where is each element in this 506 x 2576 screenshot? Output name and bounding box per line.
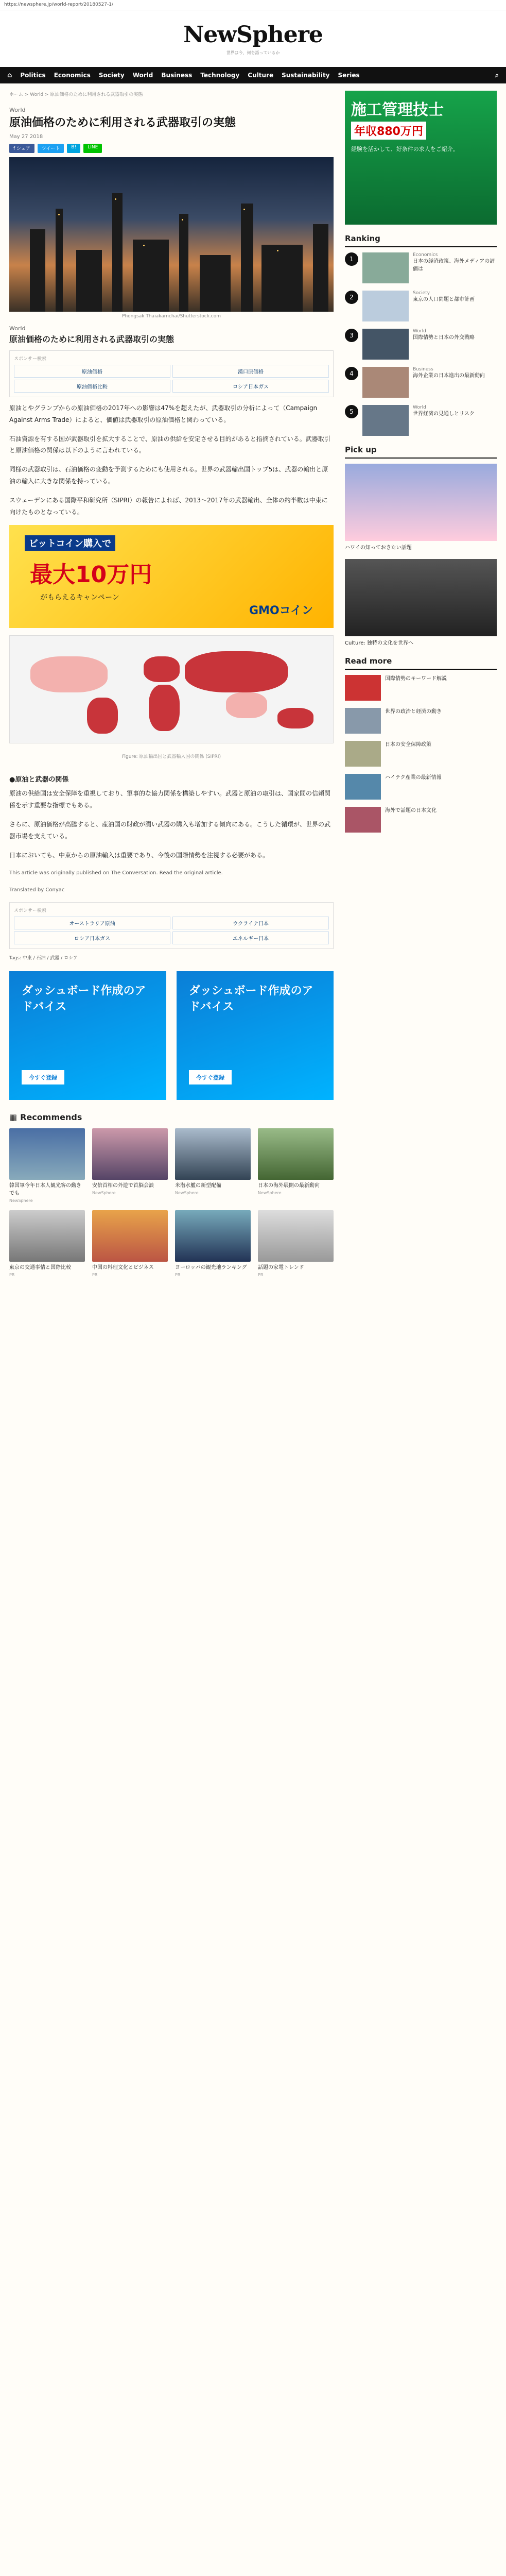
nav-politics[interactable]: Politics bbox=[20, 72, 46, 79]
ad-title: ダッシュボード作成のアドバイス bbox=[22, 985, 146, 1014]
rank-number: 3 bbox=[345, 329, 358, 342]
rec-item[interactable]: 日本の海外展開の最新動向 NewSphere bbox=[258, 1128, 334, 1203]
article-credit[interactable]: This article was originally published on The Conversation. Read the original article. bbox=[9, 870, 223, 876]
article-paragraph: さらに、原油価格が高騰すると、産油国の財政が潤い武器の購入も増加する傾向にある。こうした循環が、世界の武器市場を支えている。 bbox=[9, 821, 331, 840]
nav-economics[interactable]: Economics bbox=[54, 72, 91, 79]
nav-society[interactable]: Society bbox=[98, 72, 125, 79]
recommends-grid bbox=[9, 1128, 334, 1277]
breadcrumb[interactable]: ホーム > World > 原油価格のために利用される武器取引の実態 bbox=[9, 92, 143, 97]
section-heading: ●原油と武器の関係 bbox=[9, 776, 69, 784]
read-item[interactable]: 日本の安全保障政策 bbox=[345, 741, 497, 767]
ranking-item[interactable]: 1 Economics 日本の経済政策、海外メディアの評価は bbox=[345, 252, 497, 283]
rank-number: 4 bbox=[345, 367, 358, 380]
rank-number: 2 bbox=[345, 291, 358, 304]
nav-culture[interactable]: Culture bbox=[248, 72, 274, 79]
rec-item[interactable]: ヨーロッパの観光地ランキング PR bbox=[175, 1210, 251, 1277]
article-paragraph: 原油とやグランプからの原油価格の2017年への影響は47%を超えたが、武器取引の分析によって（Campaign Against Arms Trade）によると、価値は武器取引の原油価格と関わっている。 bbox=[9, 404, 318, 423]
rank-number: 1 bbox=[345, 252, 358, 266]
pickup-text[interactable]: ハワイの知っておきたい話題 bbox=[345, 545, 412, 551]
hatena-share-button[interactable]: B! bbox=[67, 144, 80, 153]
sponsor2-title: スポンサー検索 bbox=[14, 908, 47, 914]
sponsor-link[interactable]: ロシア日本ガス bbox=[172, 380, 329, 393]
sidebar bbox=[345, 83, 497, 1277]
side-ad-title: 施工管理技士 bbox=[351, 101, 444, 119]
ad-brand: GMOコイン bbox=[249, 604, 313, 618]
hero-caption: Phongsak Thaiakarnchai/Shutterstock.com bbox=[122, 313, 221, 319]
sponsor-title: スポンサー検索 bbox=[14, 357, 47, 362]
main-nav bbox=[0, 67, 506, 83]
article-paragraph: 日本においても、中東からの原油輸入は重要であり、今後の国際情勢を注視する必要がある。 bbox=[9, 851, 269, 859]
tag-list[interactable]: Tags: 中東 / 石油 / 武器 / ロシア bbox=[9, 956, 78, 961]
ranking-item[interactable]: 2 Society 東京の人口問題と都市計画 bbox=[345, 291, 497, 321]
recommends-heading bbox=[9, 1112, 334, 1122]
sponsor-search-2 bbox=[9, 902, 334, 949]
ad-head: ビットコイン購入で bbox=[25, 535, 115, 551]
site-logo[interactable]: NewSphere bbox=[183, 22, 323, 48]
rec-item[interactable]: 中国の料理文化とビジネス PR bbox=[92, 1210, 168, 1277]
side-ad-text: 経験を活かして、好条件の求人をご紹介。 bbox=[351, 146, 459, 152]
masthead bbox=[0, 10, 506, 67]
ad-dashboard[interactable] bbox=[9, 971, 166, 1100]
section-label: World bbox=[9, 325, 26, 332]
url-bar[interactable]: https://newsphere.jp/world-report/20180527-1/ bbox=[0, 0, 506, 10]
ranking-item[interactable]: 4 Business 海外企業の日本進出の最新動向 bbox=[345, 367, 497, 398]
sponsor-link[interactable]: ウクライナ日本 bbox=[172, 917, 329, 929]
pickup-image[interactable] bbox=[345, 464, 497, 541]
rec-item[interactable]: 安倍首相の外遊で首脳会談 NewSphere bbox=[92, 1128, 168, 1203]
ad-dashboard[interactable] bbox=[177, 971, 334, 1100]
article-body bbox=[9, 402, 334, 518]
read-item[interactable]: ハイテク産業の最新情報 bbox=[345, 774, 497, 800]
side-ad-salary: 年収880万円 bbox=[351, 122, 426, 140]
twitter-share-button[interactable]: ツイート bbox=[38, 144, 64, 153]
search-icon[interactable]: ⌕ bbox=[495, 71, 499, 79]
site-tagline: 世界は今、何を語っているか bbox=[226, 50, 280, 55]
sponsor-link[interactable]: 原油価格 bbox=[14, 365, 170, 378]
line-share-button[interactable]: LINE bbox=[83, 144, 102, 153]
pickup-heading: Pick up bbox=[345, 445, 497, 459]
ad-title: ダッシュボード作成のアドバイス bbox=[189, 985, 313, 1014]
read-item[interactable]: 国際情勢のキーワード解説 bbox=[345, 675, 497, 701]
sidebar-ad[interactable] bbox=[345, 91, 497, 225]
ad-button[interactable]: 今すぐ登録 bbox=[189, 1070, 232, 1084]
sponsor-link[interactable]: 漢口原価格 bbox=[172, 365, 329, 378]
article-translated: Translated by Conyac bbox=[9, 887, 65, 893]
ranking-item[interactable]: 3 World 国際情勢と日本の外交戦略 bbox=[345, 329, 497, 360]
ad-sub: がもらえるキャンペーン bbox=[40, 594, 119, 602]
article-title: 原油価格のために利用される武器取引の実態 bbox=[9, 116, 236, 129]
facebook-share-button[interactable]: f シェア bbox=[9, 144, 34, 153]
recommends-title: Recommends bbox=[20, 1112, 82, 1123]
sponsor-search bbox=[9, 350, 334, 397]
article-paragraph: 同様の武器取引は、石油価格の変動を予測するためにも使用される。世界の武器輸出国トップ5は、武器の輸出と原油の輸入に大きな関係を持っている。 bbox=[9, 466, 328, 485]
sponsor-link[interactable]: オーストラリア原油 bbox=[14, 917, 170, 929]
rank-number: 5 bbox=[345, 405, 358, 418]
rec-item[interactable]: 韓国軍今年日本人観光客の動きでも NewSphere bbox=[9, 1128, 85, 1203]
pickup-image[interactable] bbox=[345, 559, 497, 636]
sponsor-link[interactable]: ロシア日本ガス bbox=[14, 931, 170, 944]
article-paragraph: 原油の供給国は安全保障を重視しており、軍事的な協力関係を構築しやすい。武器と原油の取引は、国家間の信頼関係を示す重要な指標でもある。 bbox=[9, 790, 331, 809]
read-item[interactable]: 世界の政治と経済の動き bbox=[345, 708, 497, 734]
map-caption: Figure: 原油輸出国と武器輸入国の関係 (SIPRI) bbox=[122, 754, 221, 760]
home-icon[interactable]: ⌂ bbox=[7, 71, 12, 79]
recommends-icon: ▦ bbox=[9, 1112, 18, 1123]
ad-pair bbox=[9, 971, 334, 1100]
ranking-item[interactable]: 5 World 世界経済の見通しとリスク bbox=[345, 405, 497, 436]
article-date: May 27 2018 bbox=[9, 133, 43, 140]
nav-sustainability[interactable]: Sustainability bbox=[282, 72, 330, 79]
article-paragraph: スウェーデンにある国際平和研究所（SIPRI）の報告によれば、2013〜2017年の武器輸出、全体の約半数は中東に向けたものとなっている。 bbox=[9, 496, 328, 516]
article-paragraph: 石油資源を有する国が武器取引を拡大することで、原油の供給を安定させる目的があると指摘されている。武器取引と原油価格の関係は以下のように言われている。 bbox=[9, 435, 330, 454]
sponsor-link[interactable]: 原油価格比較 bbox=[14, 380, 170, 393]
hero-image bbox=[9, 157, 334, 312]
read-item[interactable]: 海外で話題の日本文化 bbox=[345, 807, 497, 833]
main-column bbox=[9, 83, 334, 1277]
article-subtitle: 原油価格のために利用される武器取引の実態 bbox=[9, 334, 175, 344]
ranking-heading: Ranking bbox=[345, 234, 497, 247]
nav-business[interactable]: Business bbox=[161, 72, 193, 79]
pickup-text[interactable]: Culture: 独特の文化を世界へ bbox=[345, 640, 413, 646]
sponsor-link[interactable]: エネルギー日本 bbox=[172, 931, 329, 944]
article-body-2 bbox=[9, 774, 334, 895]
ad-big: 最大10万円 bbox=[30, 562, 152, 588]
nav-series[interactable]: Series bbox=[338, 72, 360, 79]
nav-technology[interactable]: Technology bbox=[200, 72, 240, 79]
nav-world[interactable]: World bbox=[132, 72, 153, 79]
ad-button[interactable]: 今すぐ登録 bbox=[22, 1070, 64, 1084]
share-bar bbox=[9, 144, 334, 153]
world-map-figure bbox=[9, 635, 334, 743]
rec-item[interactable]: 話題の家電トレンド PR bbox=[258, 1210, 334, 1277]
readmore-heading: Read more bbox=[345, 656, 497, 670]
rec-item[interactable]: 米潜水艦の新型配備 NewSphere bbox=[175, 1128, 251, 1203]
ad-bitcoin[interactable] bbox=[9, 525, 334, 628]
article-kicker[interactable]: World bbox=[9, 107, 26, 113]
rec-item[interactable]: 東京の交通事情と国際比較 PR bbox=[9, 1210, 85, 1277]
